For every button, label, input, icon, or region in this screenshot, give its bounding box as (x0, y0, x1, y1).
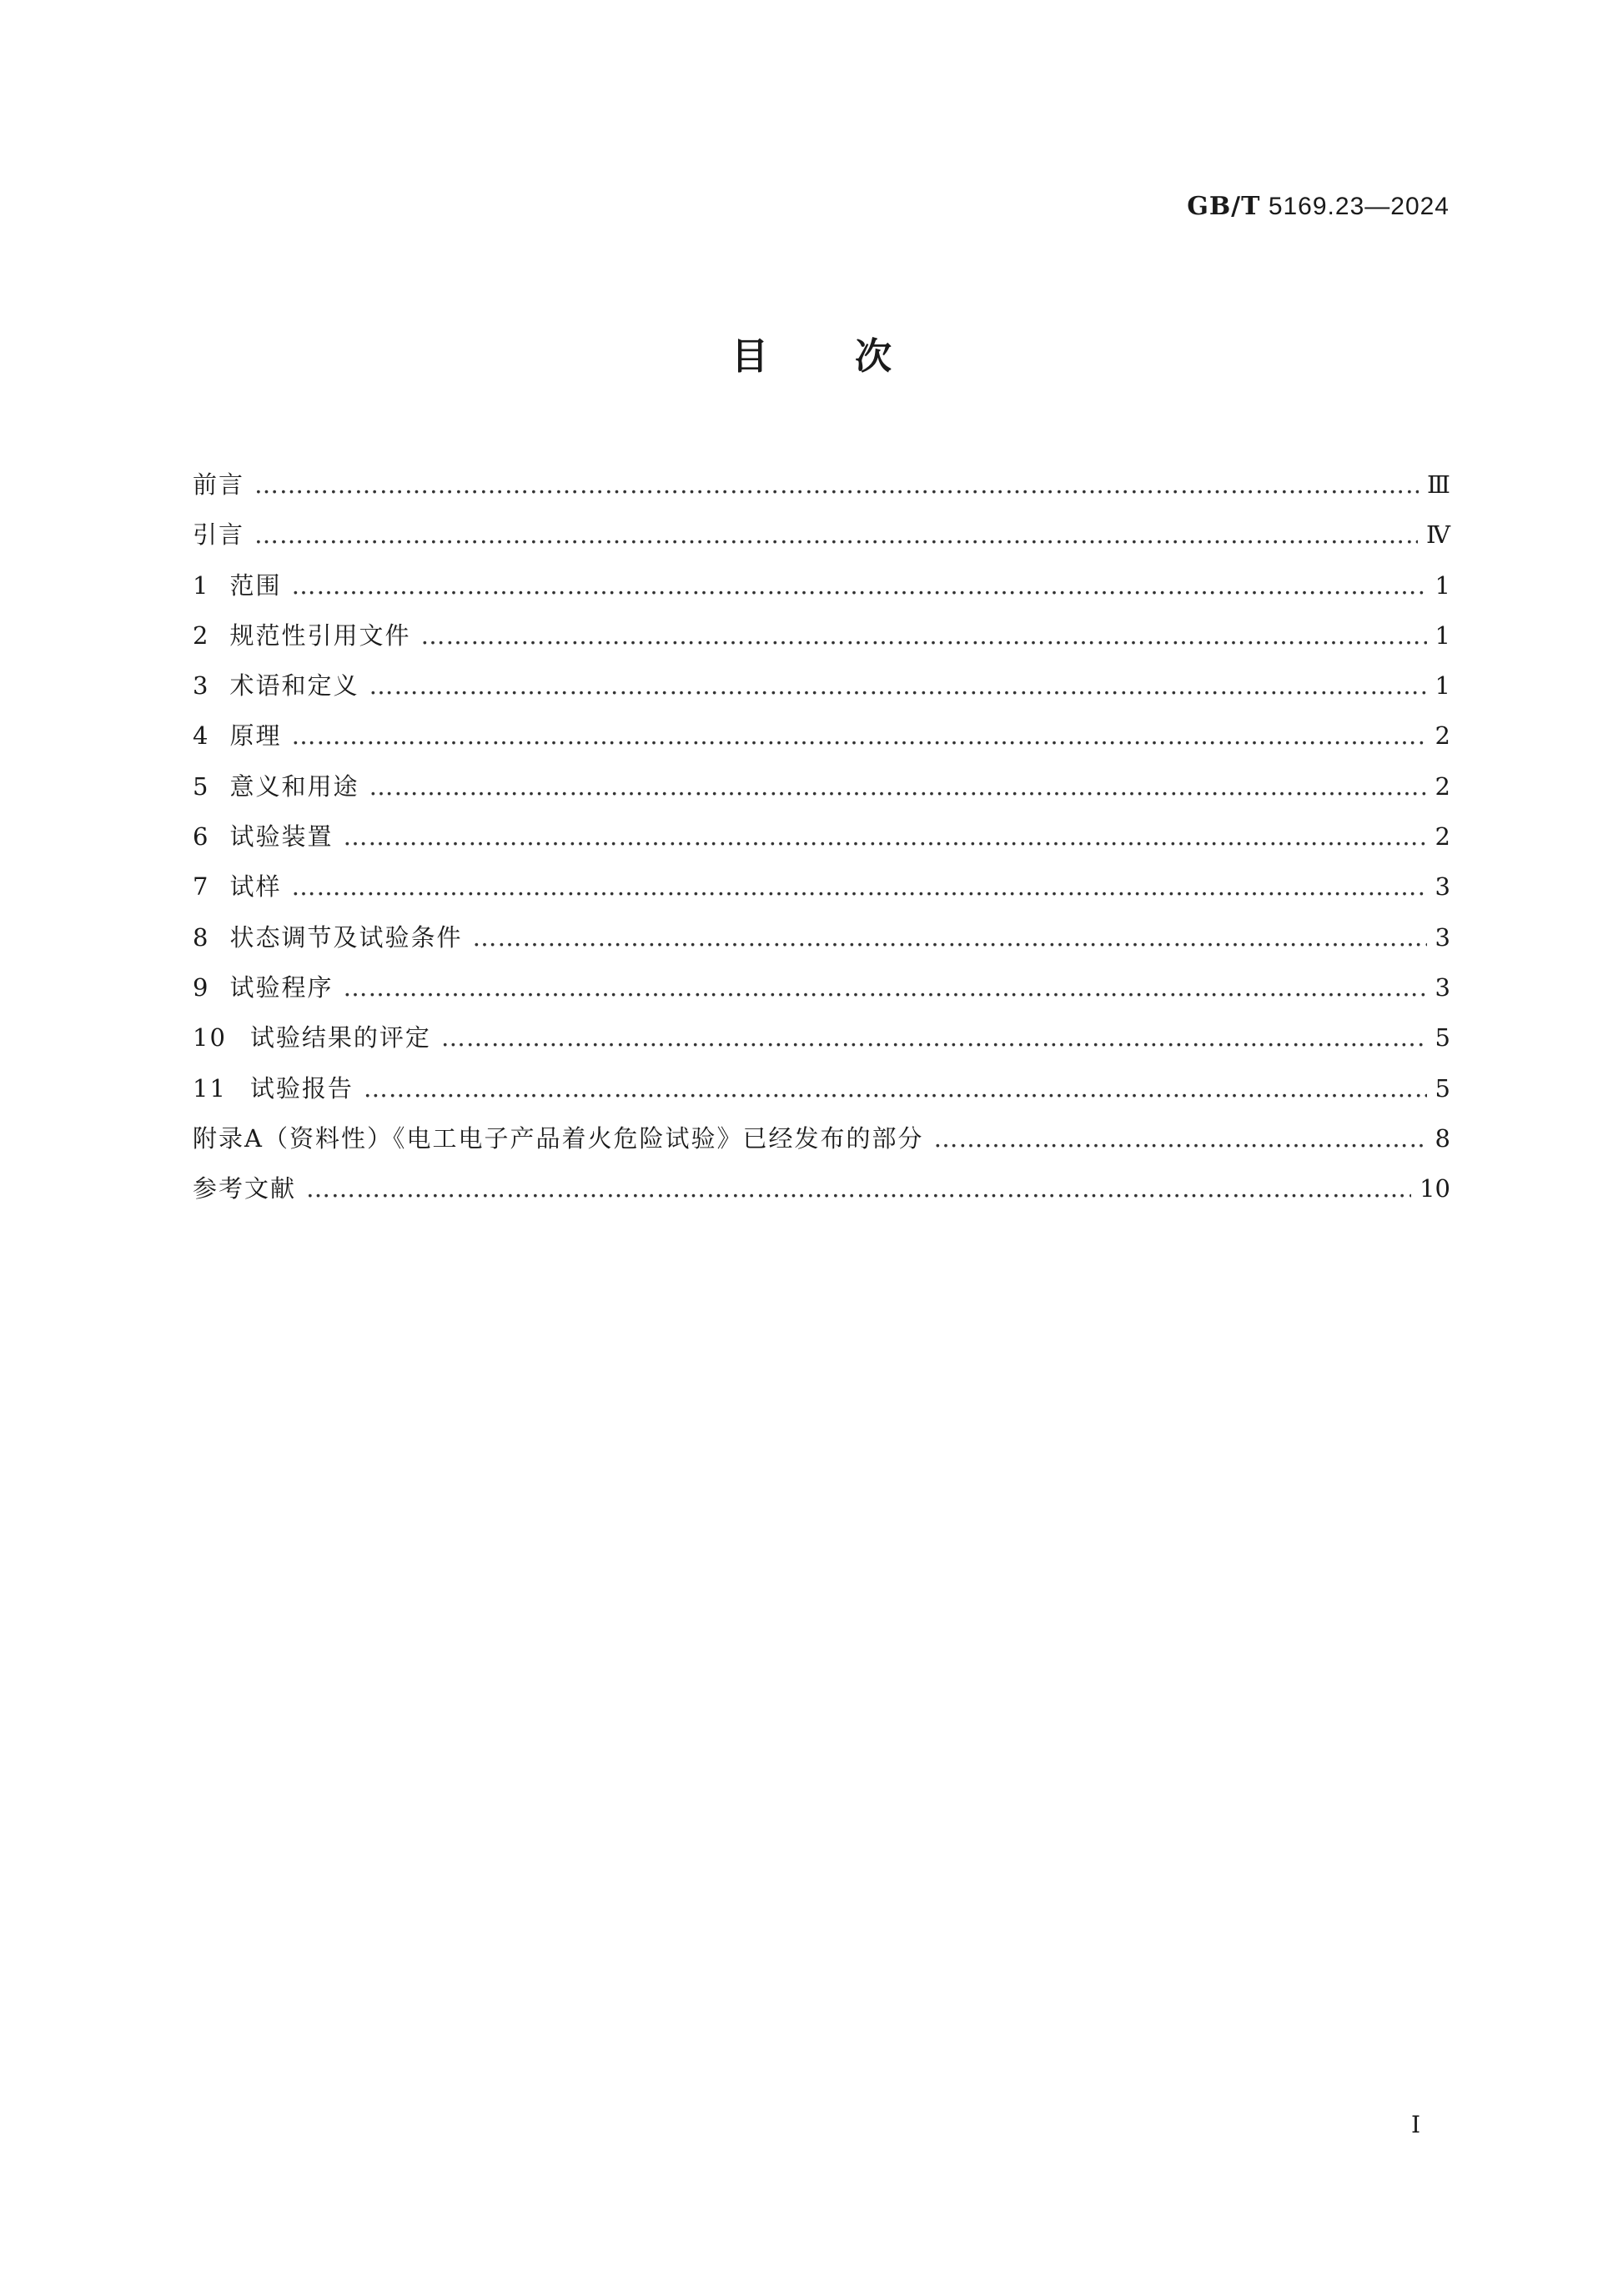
toc-entry[interactable] (193, 460, 1450, 510)
toc-entry-label: 术语和定义 (229, 671, 359, 701)
standard-number (1187, 190, 1450, 224)
toc-entry-number: 9 (193, 972, 210, 1002)
toc-dot-leader (364, 1063, 1427, 1113)
toc-entry-label: 附录A（资料性）《电工电子产品着火危险试验》已经发布的部分 (193, 1123, 924, 1153)
toc-dot-leader (291, 560, 1426, 610)
toc-entry-number: 2 (193, 620, 210, 650)
toc-entry-page: 3 (1435, 972, 1450, 1002)
toc-entry[interactable] (193, 1012, 1450, 1063)
toc-entry-number: 10 (193, 1023, 227, 1053)
toc-dot-leader (291, 711, 1426, 761)
toc-entry[interactable] (193, 912, 1450, 962)
toc-entry-page: 1 (1435, 671, 1450, 701)
toc-entry-label: 范围 (229, 570, 282, 600)
toc-entry-title (193, 1063, 354, 1113)
toc-entry-page: Ⅲ (1427, 470, 1450, 499)
toc-entry-number: 3 (193, 671, 210, 701)
toc-dot-leader (343, 811, 1426, 862)
toc-dot-leader (343, 962, 1426, 1012)
toc-entry-page: Ⅳ (1426, 520, 1450, 550)
toc-entry-label: 试样 (229, 872, 282, 902)
toc-dot-leader (369, 761, 1426, 811)
toc-entry-page: 5 (1435, 1023, 1450, 1053)
toc-entry-label: 意义和用途 (229, 771, 359, 801)
toc-dot-leader (369, 661, 1426, 711)
toc-entry-number: 6 (193, 822, 210, 852)
toc-entry[interactable] (193, 610, 1450, 661)
toc-entry-page: 2 (1435, 721, 1450, 751)
toc-entry-title (193, 610, 410, 661)
toc-entry[interactable] (193, 761, 1450, 811)
toc-entry[interactable] (193, 510, 1450, 560)
toc-entry[interactable] (193, 862, 1450, 912)
toc-entry[interactable] (193, 560, 1450, 610)
toc-entry-page: 2 (1435, 771, 1450, 801)
table-of-contents (193, 460, 1450, 1213)
toc-dot-leader (291, 862, 1426, 912)
toc-entry-label: 前言 (193, 470, 245, 499)
toc-entry-label: 状态调节及试验条件 (229, 922, 463, 952)
toc-entry-page: 1 (1435, 620, 1450, 650)
toc-entry[interactable] (193, 1113, 1450, 1163)
page-number: I (1410, 2111, 1420, 2138)
toc-entry-label: 规范性引用文件 (229, 620, 411, 650)
toc-entry[interactable] (193, 811, 1450, 862)
toc-entry[interactable] (193, 711, 1450, 761)
toc-entry-label: 试验程序 (229, 972, 334, 1002)
toc-entry-title (193, 1163, 296, 1213)
toc-entry-number: 4 (193, 721, 210, 751)
toc-entry-title (193, 460, 244, 510)
toc-entry[interactable] (193, 962, 1450, 1012)
toc-entry-page: 8 (1435, 1123, 1450, 1153)
toc-dot-leader (254, 460, 1419, 510)
toc-entry-number: 8 (193, 922, 210, 952)
toc-entry[interactable] (193, 1063, 1450, 1113)
toc-entry-number: 1 (193, 570, 210, 600)
toc-dot-leader (420, 610, 1426, 661)
toc-entry-number: 5 (193, 771, 210, 801)
toc-entry-title (193, 661, 359, 711)
toc-entry-label: 试验装置 (229, 822, 334, 852)
toc-entry-page: 2 (1435, 822, 1450, 852)
toc-entry-title (193, 711, 281, 761)
toc-entry-number: 11 (193, 1073, 227, 1103)
toc-dot-leader (472, 912, 1426, 962)
toc-entry-number: 7 (193, 872, 210, 902)
toc-entry-page: 1 (1435, 570, 1450, 600)
toc-entry-title (193, 811, 333, 862)
toc-entry-label: 试验结果的评定 (249, 1023, 431, 1053)
toc-dot-leader (254, 510, 1418, 560)
toc-entry-title (193, 510, 244, 560)
toc-dot-leader (933, 1113, 1426, 1163)
toc-entry-title (193, 912, 462, 962)
toc-entry-label: 参考文献 (193, 1174, 297, 1203)
standard-prefix: GB/T (1187, 192, 1261, 221)
toc-entry-label: 试验报告 (249, 1073, 354, 1103)
toc-entry-label: 原理 (229, 721, 282, 751)
toc-entry-title (193, 761, 359, 811)
toc-entry-title (193, 1012, 431, 1063)
toc-dot-leader (441, 1012, 1427, 1063)
toc-entry[interactable] (193, 1163, 1450, 1213)
toc-entry-page: 3 (1435, 872, 1450, 902)
toc-entry-page: 3 (1435, 922, 1450, 952)
toc-entry-title (193, 862, 281, 912)
toc-entry[interactable] (193, 661, 1450, 711)
toc-entry-page: 5 (1435, 1073, 1450, 1103)
toc-entry-label: 引言 (193, 520, 245, 550)
toc-entry-title (193, 1113, 923, 1163)
toc-entry-title (193, 560, 281, 610)
toc-dot-leader (306, 1163, 1411, 1213)
toc-entry-title (193, 962, 333, 1012)
toc-entry-page: 10 (1419, 1174, 1450, 1203)
toc-title: 目次 (731, 335, 978, 378)
standard-code: 5169.23—2024 (1268, 193, 1450, 220)
